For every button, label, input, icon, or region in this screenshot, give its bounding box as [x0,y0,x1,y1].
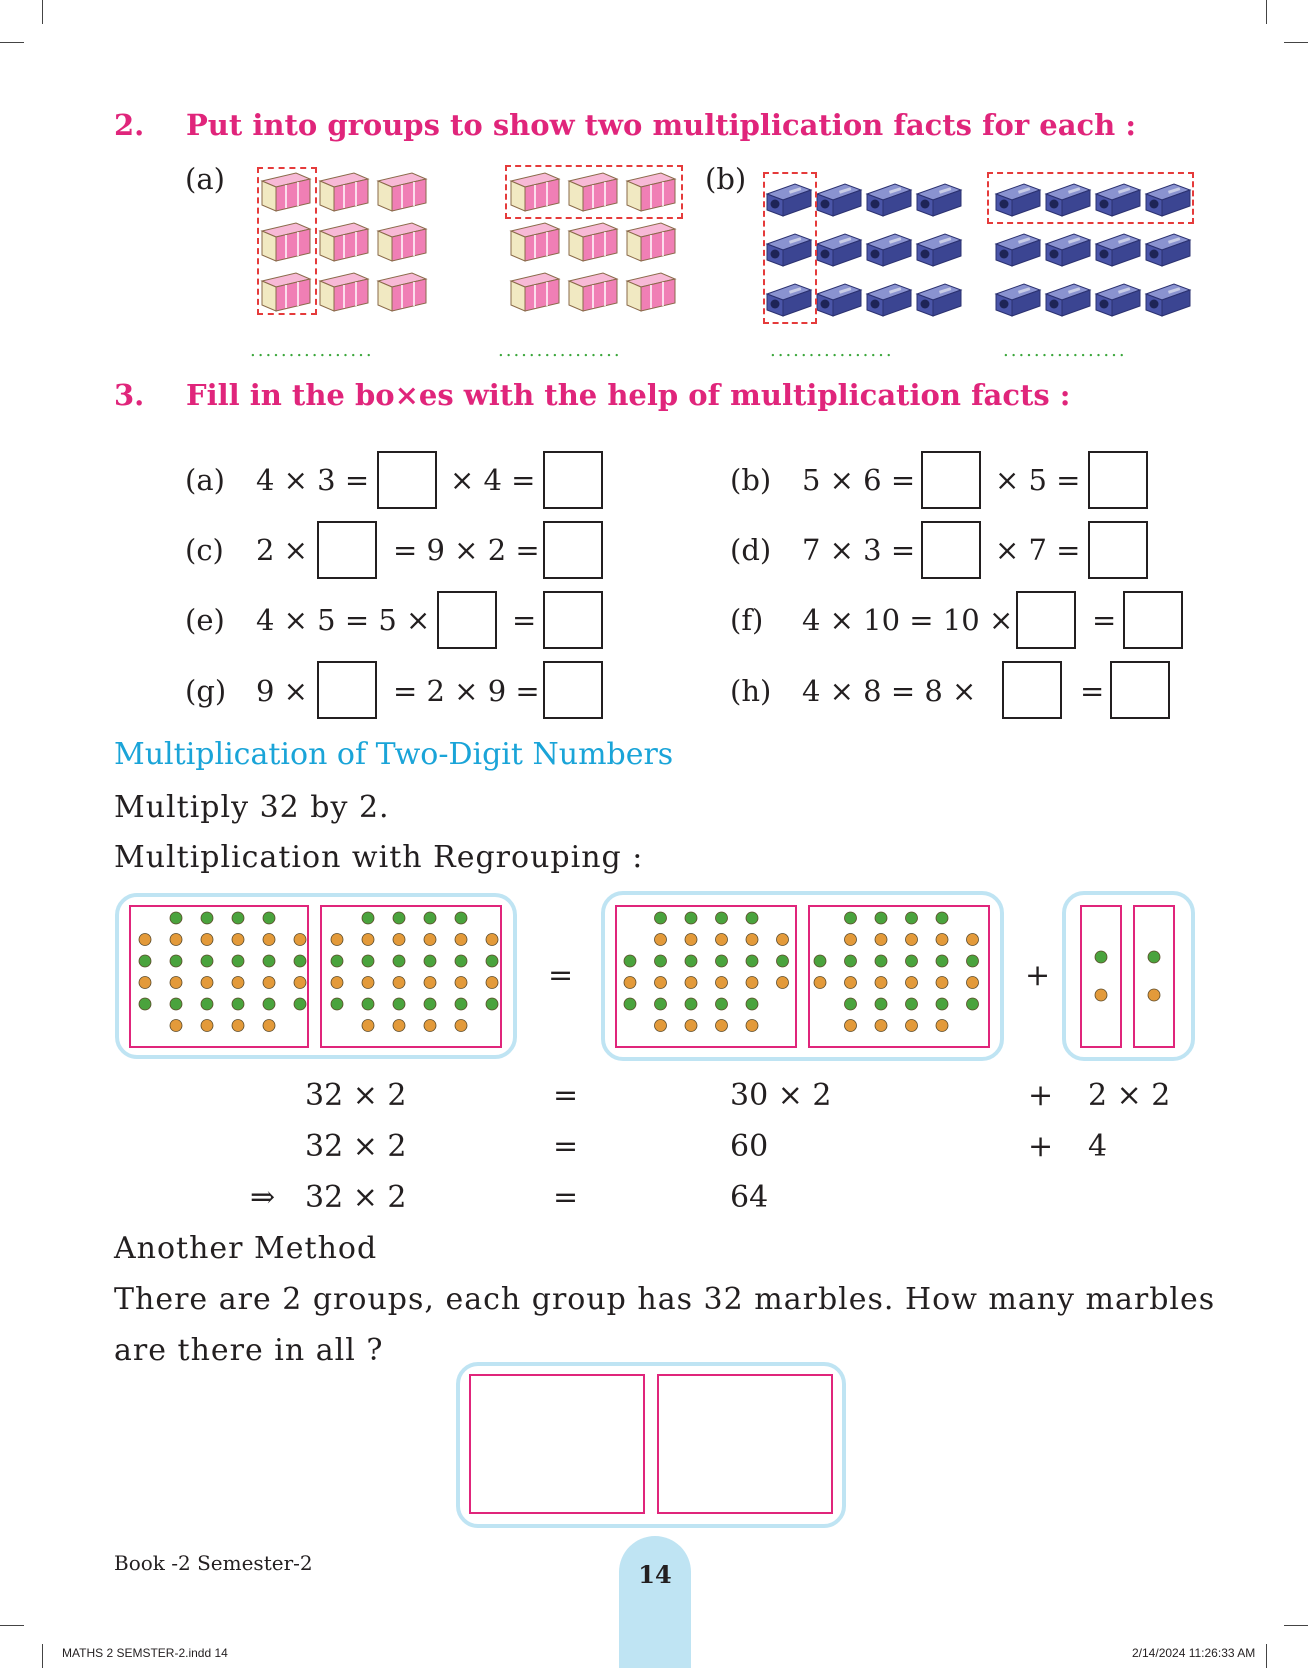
part-a-label: (a) [185,162,225,196]
sharpener-icon [996,284,1040,316]
gift-box-icon [569,273,617,311]
sharpener-icon [917,184,961,216]
item-c-label: (c) [185,533,224,567]
answer-blank[interactable]: ................ [1003,340,1127,361]
item-f-text-1: 4 × 10 = 10 × [802,603,1014,637]
equation-row-1-eq: = [553,1078,579,1113]
sharpener-icon [867,284,911,316]
item-a-text-2: × 4 = [450,463,536,497]
page-number-tab [619,1536,691,1668]
item-a-text-1: 4 × 3 = [256,463,370,497]
item-d-text-2: × 7 = [995,533,1081,567]
group-highlight [763,172,817,324]
crop-mark [1266,1644,1267,1668]
item-f-label: (f) [730,603,764,637]
part-b-label: (b) [705,162,747,196]
gift-box-icon [569,223,617,261]
item-a-label: (a) [185,463,225,497]
answer-blank[interactable]: ................ [498,340,622,361]
gift-box-icon [378,223,426,261]
gift-box-icon [320,273,368,311]
implies-arrow: ⇒ [250,1180,276,1215]
equation-row-3-mid: 64 [730,1180,769,1215]
sharpener-icon [1146,284,1190,316]
equation-row-2-plus: + [1028,1129,1054,1164]
crop-mark [1266,0,1267,24]
equation-row-3-eq: = [553,1180,579,1215]
group-highlight [257,167,317,315]
marble-box [615,905,797,1048]
item-g-label: (g) [185,674,227,708]
answer-box[interactable] [317,521,377,579]
equation-row-2-mid: 60 [730,1129,769,1164]
marble-box [469,1374,645,1514]
item-h-text-1: 4 × 8 = 8 × [802,674,977,708]
equation-row-2-lhs: 32 × 2 [305,1129,407,1164]
answer-box[interactable] [543,521,603,579]
item-f-text-2: = [1092,603,1117,637]
group-highlight [987,172,1194,224]
sharpener-icon [1146,234,1190,266]
gift-box-icon [378,273,426,311]
equation-row-2-rhs: 4 [1088,1129,1108,1164]
answer-box[interactable] [1123,591,1183,649]
marble-column-box [1080,905,1122,1048]
intro-line-1: Multiply 32 by 2. [114,790,390,825]
sharpener-icon [1096,234,1140,266]
marble-column-box [1133,905,1175,1048]
another-method-title: Another Method [114,1231,378,1266]
answer-box[interactable] [1088,521,1148,579]
sharpener-icon [1046,284,1090,316]
gift-box-icon [627,273,675,311]
answer-box[interactable] [921,451,981,509]
item-e-text-1: 4 × 5 = 5 × [256,603,431,637]
sharpener-icon [917,284,961,316]
answer-blank[interactable]: ................ [770,340,894,361]
equation-row-1-lhs: 32 × 2 [305,1078,407,1113]
equation-row-1-mid: 30 × 2 [730,1078,832,1113]
crop-mark [42,0,43,24]
sharpener-icon [1046,234,1090,266]
answer-box[interactable] [1016,591,1076,649]
gift-box-icon [320,173,368,211]
gift-box-icon [511,273,559,311]
gift-box-icon [511,223,559,261]
item-b-text-1: 5 × 6 = [802,463,916,497]
marble-box [657,1374,833,1514]
item-c-text-2: = 9 × 2 = [393,533,540,567]
equation-row-1-rhs: 2 × 2 [1088,1078,1171,1113]
book-label: Book -2 Semester-2 [114,1551,313,1575]
question-3-text: Fill in the bo×es with the help of multiplication facts : [186,378,1071,412]
answer-blank[interactable]: ................ [250,340,374,361]
item-e-text-2: = [512,603,537,637]
sharpener-icon [996,234,1040,266]
item-g-text-2: = 2 × 9 = [393,674,540,708]
page-number: 14 [638,1560,672,1589]
answer-box[interactable] [377,451,437,509]
group-highlight [505,165,683,219]
intro-line-2: Multiplication with Regrouping : [114,840,644,875]
item-h-text-2: = [1080,674,1105,708]
crop-mark [0,1625,24,1626]
sharpener-icon [1096,284,1140,316]
gift-box-icon [378,173,426,211]
marble-box [320,905,502,1048]
sharpener-icon [817,184,861,216]
file-slug: MATHS 2 SEMSTER-2.indd 14 [62,1646,228,1660]
equation-row-1-plus: + [1028,1078,1054,1113]
diagram-equals-sign: = [548,958,574,993]
answer-box[interactable] [317,661,377,719]
answer-box[interactable] [543,591,603,649]
diagram-plus-sign: + [1025,958,1051,993]
answer-box[interactable] [543,451,603,509]
crop-mark [1284,1625,1308,1626]
item-c-text-1: 2 × [256,533,308,567]
sharpener-icon [917,234,961,266]
marble-box [808,905,990,1048]
answer-box[interactable] [1002,661,1062,719]
answer-box[interactable] [437,591,497,649]
gift-box-icon [320,223,368,261]
another-method-text-1: There are 2 groups, each group has 32 marbles. How many marbles [114,1282,1216,1317]
question-2-text: Put into groups to show two multiplication facts for each : [186,108,1137,142]
question-3-number: 3. [114,378,145,412]
item-d-text-1: 7 × 3 = [802,533,916,567]
item-b-label: (b) [730,463,772,497]
answer-box[interactable] [543,661,603,719]
equation-row-2-eq: = [553,1129,579,1164]
sharpener-icon [817,284,861,316]
item-e-label: (e) [185,603,225,637]
marble-box [129,905,309,1048]
timestamp-slug: 2/14/2024 11:26:33 AM [1132,1646,1256,1660]
sharpener-icon [867,234,911,266]
question-2-number: 2. [114,108,145,142]
item-d-label: (d) [730,533,772,567]
answer-box[interactable] [1110,661,1170,719]
answer-box[interactable] [1088,451,1148,509]
item-b-text-2: × 5 = [995,463,1081,497]
another-method-text-2: are there in all ? [114,1333,384,1368]
sharpener-icon [867,184,911,216]
section-heading: Multiplication of Two-Digit Numbers [114,737,674,772]
gift-box-icon [627,223,675,261]
crop-mark [1284,42,1308,43]
crop-mark [0,42,24,43]
equation-row-3-lhs: 32 × 2 [305,1180,407,1215]
item-h-label: (h) [730,674,772,708]
crop-mark [42,1644,43,1668]
item-g-text-1: 9 × [256,674,308,708]
answer-box[interactable] [921,521,981,579]
sharpener-icon [817,234,861,266]
